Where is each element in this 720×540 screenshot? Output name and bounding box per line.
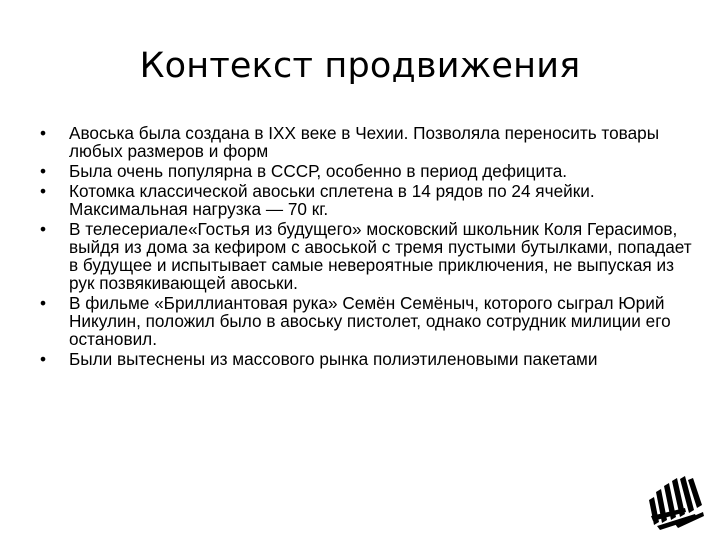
bullet-item [40,162,700,180]
bullet-text: Авоська была создана в IXX веке в Чехии. Позволяла переносить товары любых размеров и форм [69,123,660,161]
bullet-item [40,220,700,292]
bullet-icon: • [40,293,47,313]
bullet-item [40,294,700,348]
bullet-text: Были вытеснены из массового рынка полиэтиленовыми пакетами [69,349,598,369]
bullet-icon: • [40,219,47,239]
bullet-icon: • [40,123,47,143]
striped-hand-logo-icon [645,470,707,532]
bullet-text: Котомка классической авоськи сплетена в 14 рядов по 24 ячейки. Максимальная нагрузка — 70 кг. [69,181,595,219]
bullet-icon: • [40,349,47,369]
bullet-icon: • [40,161,47,181]
bullet-item [40,350,700,368]
bullet-text: Была очень популярна в СССР, особенно в период дефицита. [69,161,568,181]
slide-title: Контекст продвижения [139,46,581,86]
bullet-icon: • [40,181,47,201]
bullet-item [40,182,700,218]
bullet-item [40,124,700,160]
bullet-text: В телесериале«Гостья из будущего» московский школьник Коля Герасимов, выйдя из дома за кефиром с авоськой с тремя пустыми бутылками, попадает в будущее и испытывает самые невероятные приключения, не выпуская из рук позвякивающей авоськи. [69,219,692,293]
bullet-list [40,124,700,370]
bullet-text: В фильме «Бриллиантовая рука» Семён Семёныч, которого сыграл Юрий Никулин, положил было в авоську пистолет, однако сотрудник милиции его остановил. [69,293,671,349]
